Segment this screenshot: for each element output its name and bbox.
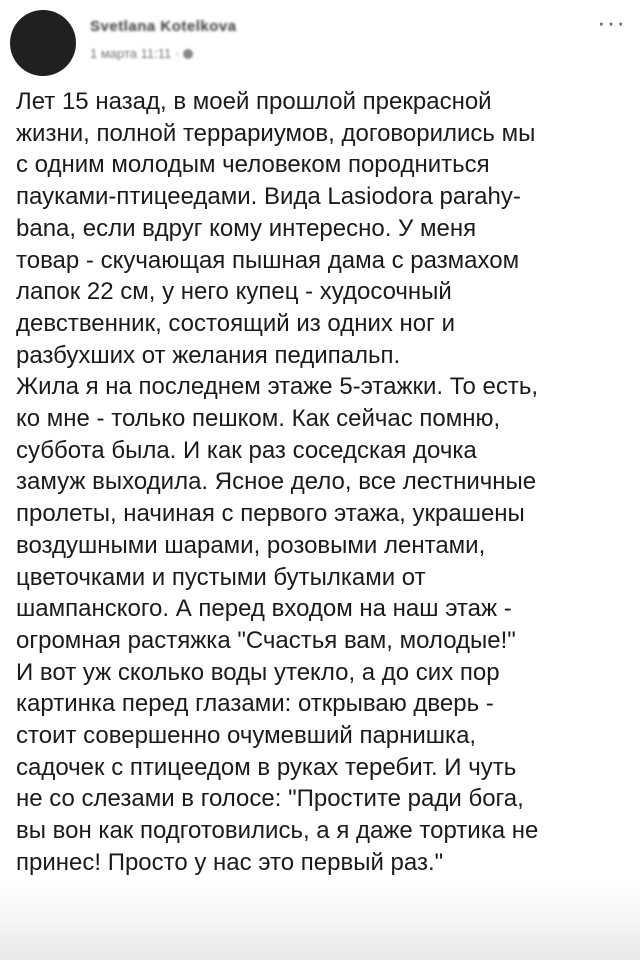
post-header bbox=[0, 0, 640, 80]
author-name[interactable]: Svetlana Kotelkova bbox=[90, 18, 237, 35]
globe-icon bbox=[183, 49, 193, 59]
post-meta bbox=[90, 46, 193, 61]
post-body-text: Лет 15 назад, в моей прошлой прекрасной жизни, полной террариумов, договорились мы с одним молодым человеком породниться пауками-птицеедами. Вида Lasiodora parahy- bana, если вдруг кому интересно. У меня товар - скучающая пышная дама с размахом лапок 22 см, у него купец - худосочный девственник, состоящий из одних ног и разбухших от желания педипальп. Жила я на последнем этаже 5-этажки. То есть, ко мне - только пешком. Как сейчас помню, суббота была. И как раз соседская дочка замуж выходила. Ясное дело, все лестничные пролеты, начиная с первого этажа, украшены воздушными шарами, розовыми лентами, цветочками и пустыми бутылками от шампанского. А перед входом на наш этаж - огромная растяжка "Счастья вам, молодые!" И вот уж сколько воды утекло, а до сих пор картинка перед глазами: открываю дверь - стоит совершенно очумевший парнишка, садочек с птицеедом в руках теребит. И чуть не со слезами в голосе: "Простите ради бога, вы вон как подготовились, а я даже тортика не принес! Просто у нас это первый раз." bbox=[16, 88, 539, 876]
more-options-button[interactable]: ··· bbox=[597, 7, 626, 37]
avatar[interactable] bbox=[10, 10, 76, 76]
post-timestamp[interactable]: 1 марта 11:11 · bbox=[90, 46, 180, 61]
